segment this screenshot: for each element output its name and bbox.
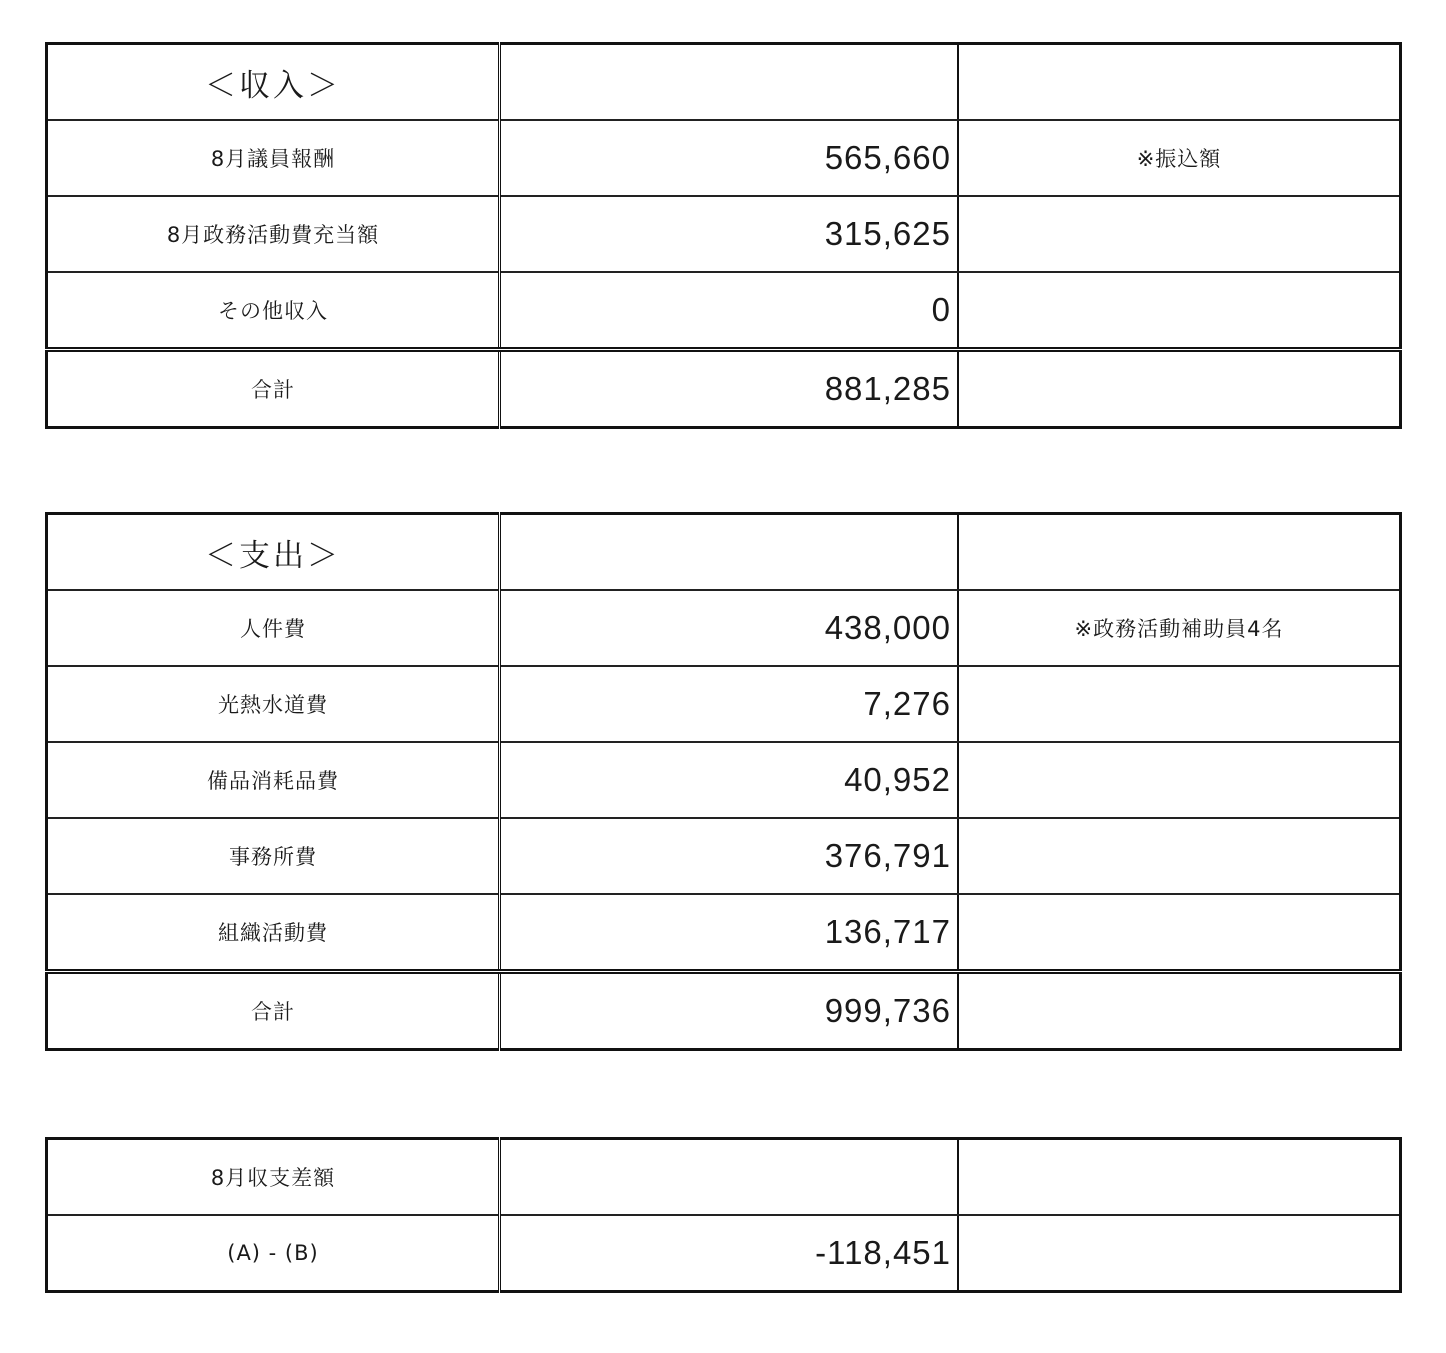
- income-row-activity-fund: [47, 196, 1401, 272]
- row-amount: 565,660: [500, 120, 959, 196]
- row-label: 組織活動費: [47, 894, 500, 972]
- balance-header-note-cell: [958, 1139, 1401, 1216]
- total-amount: 999,736: [500, 972, 959, 1050]
- expense-row-supplies: [47, 742, 1401, 818]
- row-amount: 0: [500, 272, 959, 350]
- row-amount: 438,000: [500, 590, 959, 666]
- total-label: 合計: [47, 350, 500, 428]
- row-label: 8月政務活動費充当額: [47, 196, 500, 272]
- expense-row-organization: [47, 894, 1401, 972]
- income-header-note-cell: [958, 44, 1401, 121]
- row-label: 人件費: [47, 590, 500, 666]
- row-note: [958, 742, 1401, 818]
- balance-note-cell: [958, 1215, 1401, 1292]
- total-note: [958, 972, 1401, 1050]
- balance-header-amount-cell: [500, 1139, 959, 1216]
- expense-header-row: [47, 514, 1401, 591]
- row-note: ※振込額: [958, 120, 1401, 196]
- row-note: ※政務活動補助員4名: [958, 590, 1401, 666]
- expense-header-note-cell: [958, 514, 1401, 591]
- row-amount: 315,625: [500, 196, 959, 272]
- row-amount: 40,952: [500, 742, 959, 818]
- expense-table: [45, 512, 1402, 1051]
- income-row-salary: [47, 120, 1401, 196]
- expense-header: ＜支出＞: [47, 514, 500, 591]
- income-header: ＜収入＞: [47, 44, 500, 121]
- row-amount: 376,791: [500, 818, 959, 894]
- total-amount: 881,285: [500, 350, 959, 428]
- row-note: [958, 196, 1401, 272]
- expense-row-personnel: [47, 590, 1401, 666]
- row-label: 8月議員報酬: [47, 120, 500, 196]
- balance-header: 8月収支差額: [47, 1139, 500, 1216]
- income-row-other: [47, 272, 1401, 350]
- row-note: [958, 272, 1401, 350]
- row-label: その他収入: [47, 272, 500, 350]
- balance-header-row: [47, 1139, 1401, 1216]
- income-total-row: [47, 350, 1401, 428]
- balance-formula: (A) - (B): [47, 1215, 500, 1292]
- row-label: 光熱水道費: [47, 666, 500, 742]
- total-note: [958, 350, 1401, 428]
- row-label: 事務所費: [47, 818, 500, 894]
- balance-result-row: [47, 1215, 1401, 1292]
- row-label: 備品消耗品費: [47, 742, 500, 818]
- income-table: [45, 42, 1402, 429]
- row-note: [958, 666, 1401, 742]
- balance-table: [45, 1137, 1402, 1293]
- row-note: [958, 818, 1401, 894]
- row-amount: 7,276: [500, 666, 959, 742]
- income-header-amount-cell: [500, 44, 959, 121]
- expense-total-row: [47, 972, 1401, 1050]
- expense-row-utilities: [47, 666, 1401, 742]
- balance-amount: -118,451: [500, 1215, 959, 1292]
- row-note: [958, 894, 1401, 972]
- expense-row-office: [47, 818, 1401, 894]
- row-amount: 136,717: [500, 894, 959, 972]
- expense-header-amount-cell: [500, 514, 959, 591]
- income-header-row: [47, 44, 1401, 121]
- total-label: 合計: [47, 972, 500, 1050]
